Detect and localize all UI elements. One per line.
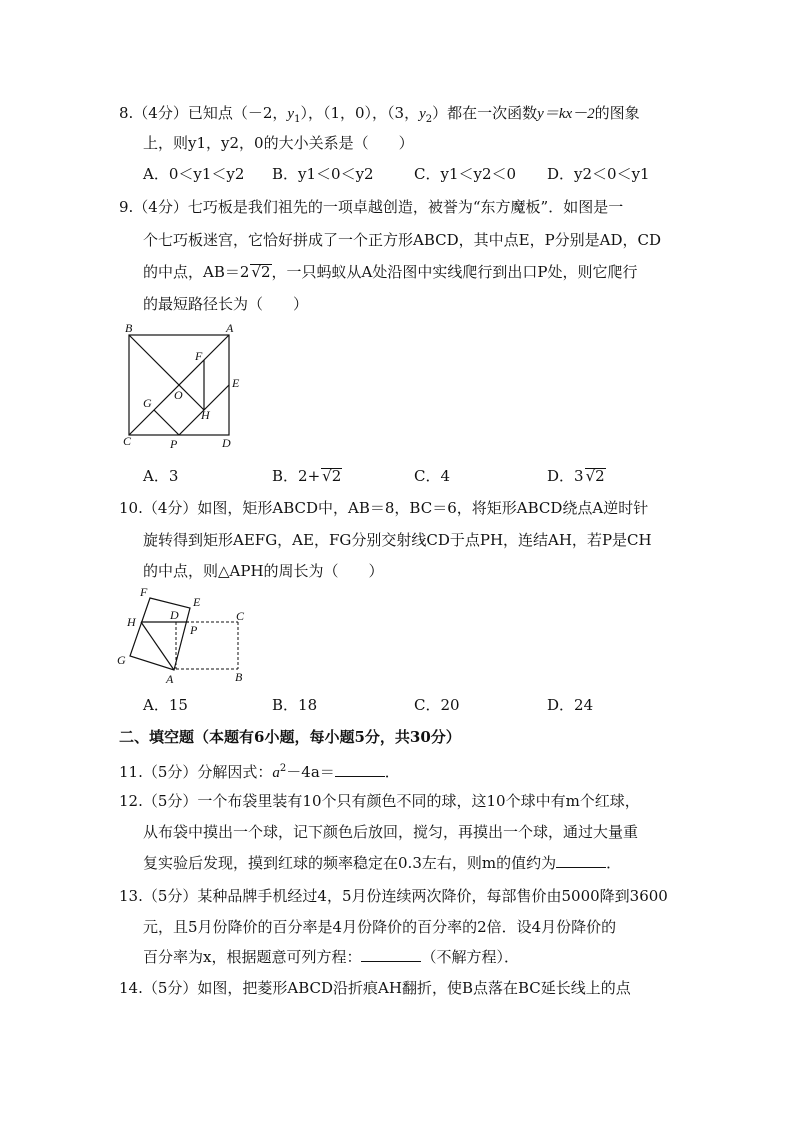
- q13-answer-blank[interactable]: [361, 947, 421, 962]
- q10-label-p: P: [190, 623, 198, 637]
- q8-line1: [119, 103, 640, 130]
- q8-text-d: 的图象: [594, 104, 640, 122]
- q9-label-o: O: [174, 388, 183, 402]
- q8-option-c[interactable]: C．y1＜y2＜0: [414, 165, 517, 183]
- q11-exponent: 2: [279, 763, 287, 774]
- q10-line1: 10.（4分）如图，矩形ABCD中，AB＝8，BC＝6，将矩形ABCD绕点A逆时针: [119, 499, 649, 517]
- q12-tail: ．: [606, 854, 622, 872]
- q9-option-b-text: B．2+: [272, 467, 321, 485]
- q11-tail: ．: [384, 763, 400, 781]
- q9-line-gp: [154, 410, 179, 435]
- q8-y1: y: [287, 106, 295, 122]
- q9-option-d-text: D．3: [547, 467, 584, 485]
- q9-option-d-sqrt: 2: [595, 467, 605, 485]
- q10-label-e: E: [193, 595, 201, 609]
- q9-label-g: G: [143, 396, 152, 410]
- sqrt-symbol: √2: [251, 263, 271, 281]
- q11-head: 11.（5分）分解因式：: [119, 763, 273, 781]
- q9-label-f: F: [195, 349, 203, 363]
- q10-label-c: C: [236, 609, 245, 623]
- q10-label-f: F: [140, 585, 148, 599]
- q8-func: y＝kx－2: [537, 106, 595, 122]
- q9-diagonal-bo: [129, 335, 204, 410]
- q11-line: [119, 759, 400, 783]
- q8-option-a[interactable]: A．0＜y1＜y2: [143, 165, 245, 183]
- q8-text-a: 8.（4分）已知点（－2，: [119, 104, 288, 122]
- q10-label-h: H: [127, 615, 136, 629]
- section-heading: 二、填空题（本题有6小题，每小题5分，共30分）: [119, 728, 461, 746]
- q11-answer-blank[interactable]: [335, 762, 385, 777]
- q9-label-c: C: [123, 434, 132, 448]
- q10-label-b: B: [235, 670, 243, 684]
- q10-line3: 的中点，则△APH的周长为（ ）: [143, 562, 384, 580]
- q9-label-d: D: [222, 436, 231, 450]
- q8-sub2: 2: [425, 114, 433, 125]
- q8-option-d[interactable]: D．y2＜0＜y1: [547, 165, 650, 183]
- sqrt-symbol: √2: [322, 467, 342, 485]
- q10-option-c[interactable]: C．20: [414, 696, 460, 714]
- q9-option-c[interactable]: C．4: [414, 467, 451, 485]
- q9-option-b[interactable]: [272, 466, 342, 486]
- q9-label-b: B: [125, 321, 133, 335]
- q10-label-d: D: [170, 608, 179, 622]
- q9-option-b-sqrt: 2: [331, 467, 342, 485]
- q8-y2: y: [419, 106, 426, 122]
- q9-square: [129, 335, 229, 435]
- sqrt-symbol: √2: [585, 467, 605, 485]
- q9-option-d[interactable]: [547, 466, 606, 486]
- q9-sqrt-value: 2: [260, 263, 271, 281]
- q10-option-a[interactable]: A．15: [143, 696, 188, 714]
- q10-option-b[interactable]: B．18: [272, 696, 318, 714]
- q13-tail: （不解方程）．: [421, 948, 519, 966]
- q10-label-g: G: [117, 653, 126, 667]
- q8-sub1: 1: [294, 114, 301, 125]
- q9-line3: [143, 262, 637, 282]
- q8-option-b[interactable]: B．y1＜0＜y2: [272, 165, 374, 183]
- q9-diagonal-ca: [129, 335, 229, 435]
- q13-line3: [143, 947, 519, 967]
- q12-answer-blank[interactable]: [556, 853, 606, 868]
- q9-label-e: E: [232, 376, 240, 390]
- q10-rect-aefg: [130, 598, 190, 670]
- q10-line-ah: [141, 622, 174, 670]
- q11-expr: －4a＝: [286, 763, 335, 781]
- q9-label-p: P: [170, 437, 178, 451]
- q9-line4: 的最短路径长为（ ）: [143, 295, 309, 313]
- q8-text-c: ）都在一次函数: [432, 104, 538, 122]
- q9-label-h: H: [201, 408, 210, 422]
- q9-line3-b: ，一只蚂蚁从A处沿图中实线爬行到出口P处，则它爬行: [271, 263, 638, 281]
- q13-line1: 13.（5分）某种品牌手机经过4，5月份连续两次降价，每部售价由5000降到3600: [119, 887, 668, 905]
- q10-label-a: A: [166, 672, 174, 686]
- q12-line1: 12.（5分）一个布袋里装有10个只有颜色不同的球，这10个球中有m个红球，: [119, 792, 640, 810]
- q11-var: a: [272, 765, 280, 781]
- q9-line1: 9.（4分）七巧板是我们祖先的一项卓越创造，被誉为“东方魔板”．如图是一: [119, 198, 624, 216]
- q9-line-pe: [179, 385, 229, 435]
- q12-line3-text: 复实验后发现，摸到红球的频率稳定在0.3左右，则m的值约为: [143, 854, 557, 872]
- q9-label-a: A: [226, 321, 234, 335]
- q9-option-a[interactable]: A．3: [143, 467, 179, 485]
- q9-line2: 个七巧板迷宫，它恰好拼成了一个正方形ABCD，其中点E，P分别是AD，CD: [143, 231, 662, 249]
- q8-text-b: ），（1，0），（3，: [300, 104, 420, 122]
- q10-option-d[interactable]: D．24: [547, 696, 594, 714]
- q9-line3-a: 的中点，AB＝2: [143, 263, 250, 281]
- q13-line3-text: 百分率为x，根据题意可列方程：: [143, 948, 362, 966]
- q12-line3: [143, 853, 621, 873]
- q10-line2: 旋转得到矩形AEFG，AE，FG分别交射线CD于点PH，连结AH，若P是CH: [143, 531, 652, 549]
- q13-line2: 元，且5月份降价的百分率是4月份降价的百分率的2倍．设4月份降价的: [143, 918, 617, 936]
- q8-line2: 上，则y1，y2，0的大小关系是（ ）: [143, 134, 414, 152]
- q12-line2: 从布袋中摸出一个球，记下颜色后放回，搅匀，再摸出一个球，通过大量重: [143, 823, 639, 841]
- q14-line1: 14.（5分）如图，把菱形ABCD沿折痕AH翻折，使B点落在BC延长线上的点: [119, 979, 631, 997]
